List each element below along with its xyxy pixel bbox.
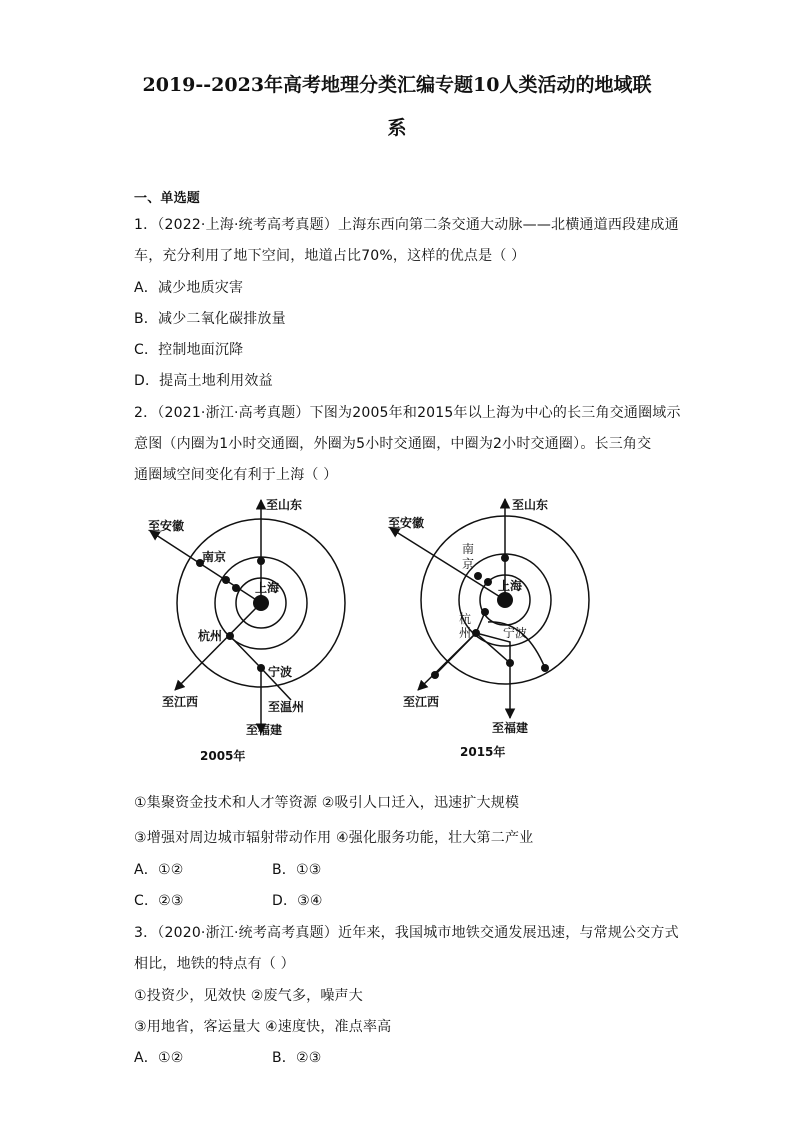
map2005-label-anhui: 至安徽 — [148, 519, 185, 533]
map2005-route-fujian — [230, 636, 261, 733]
map2015-dot — [501, 554, 509, 562]
map2015-label-jiangxi: 至江西 — [403, 695, 440, 709]
map2005-label-wenzhou: 至温州 — [268, 700, 305, 714]
map2005-city-dots — [196, 557, 269, 672]
map2005-label-shanghai: 上海 — [255, 581, 280, 595]
q1-option-d: D．提高土地利用效益 — [134, 373, 273, 389]
map2015-dot — [484, 578, 492, 586]
map2015-shanghai-dot — [497, 592, 513, 608]
q2-statement-line2: ③增强对周边城市辐射带动作用 ④强化服务功能，壮大第二产业 — [134, 830, 534, 846]
map2005-shanghai-dot — [253, 595, 269, 611]
map2015-year: 2015年 — [460, 745, 506, 759]
q2-stem-line2: 意图（内圈为1小时交通圈，外圈为5小时交通圈，中圈为2小时交通圈）。长三角交 — [134, 436, 652, 452]
q1-option-c: C．控制地面沉降 — [134, 342, 244, 358]
map-2015 — [390, 499, 589, 718]
map2015-label-ningbo: 宁波 — [503, 626, 528, 640]
q2-stem-line1: 2．（2021·浙江·高考真题）下图为2005年和2015年以上海为中心的长三角交通圈域示 — [134, 405, 681, 421]
map2005-hangzhou-dot — [226, 632, 234, 640]
map2015-label-shandong: 至山东 — [512, 498, 549, 512]
map2015-dot — [481, 608, 489, 616]
q3-option-a: A．①② — [134, 1050, 184, 1066]
map2015-label-anhui: 至安徽 — [388, 516, 425, 530]
q3-statement-line2: ③用地省，客运量大 ④速度快，准点率高 — [134, 1019, 392, 1035]
map2005-label-ningbo: 宁波 — [268, 665, 293, 679]
q1-option-b: B．减少二氧化碳排放量 — [134, 311, 286, 327]
q2-option-c: C．②③ — [134, 893, 184, 909]
q2-option-b: B．①③ — [272, 862, 322, 878]
map2005-label-fujian: 至福建 — [246, 723, 283, 737]
q1-option-a: A．减少地质灾害 — [134, 280, 244, 296]
q3-option-b: B．②③ — [272, 1050, 322, 1066]
map2015-dot — [431, 671, 439, 679]
map2005-label-shandong: 至山东 — [266, 498, 303, 512]
map2005-dot — [257, 557, 265, 565]
q3-stem-line2: 相比，地铁的特点有（ ） — [134, 956, 295, 972]
q1-stem-line1: 1．（2022·上海·统考高考真题）上海东西向第二条交通大动脉——北横通道西段建成通 — [134, 217, 679, 233]
q3-stem-line1: 3．（2020·浙江·统考高考真题）近年来，我国城市地铁交通发展迅速，与常规公交方式 — [134, 925, 679, 941]
map2015-dot — [541, 664, 549, 672]
section-heading: 一、单选题 — [134, 191, 201, 206]
q1-stem-line2: 车，充分利用了地下空间，地道占比70%，这样的优点是（ ） — [134, 248, 526, 264]
map2005-ningbo-dot — [257, 664, 265, 672]
map2005-label-hangzhou: 杭州 — [198, 629, 223, 643]
map2005-dot — [232, 584, 240, 592]
doc-title-line2: 系 — [387, 117, 407, 139]
map2015-nanjing-dot — [474, 572, 482, 580]
map2005-route-anhui — [150, 531, 261, 603]
q2-statement-line1: ①集聚资金技术和人才等资源 ②吸引人口迁入，迅速扩大规模 — [134, 795, 520, 811]
q2-stem-line3: 通圈域空间变化有利于上海（ ） — [134, 467, 338, 483]
map2015-ningbo-dot — [506, 659, 514, 667]
doc-title-line1: 2019--2023年高考地理分类汇编专题10人类活动的地域联 — [142, 74, 652, 96]
map2015-label-zhou: 州 — [459, 626, 472, 640]
map2005-label-jiangxi: 至江西 — [162, 695, 199, 709]
map2005-year: 2005年 — [200, 749, 246, 763]
map2015-label-shanghai: 上海 — [498, 579, 523, 593]
map2015-hangzhou-dot — [472, 629, 480, 637]
q2-option-d: D．③④ — [272, 893, 323, 909]
map2015-label-hang: 杭 — [459, 612, 472, 626]
q2-option-a: A．①② — [134, 862, 184, 878]
q3-statement-line1: ①投资少，见效快 ②废气多，噪声大 — [134, 988, 363, 1004]
map2015-label-nan: 南 — [462, 542, 475, 556]
traffic-circle-figure — [0, 485, 794, 770]
map2005-label-nanjing: 南京 — [202, 550, 227, 564]
map2015-label-jing: 京 — [462, 557, 475, 571]
map2015-label-fujian: 至福建 — [492, 721, 529, 735]
map2005-dot — [222, 576, 230, 584]
